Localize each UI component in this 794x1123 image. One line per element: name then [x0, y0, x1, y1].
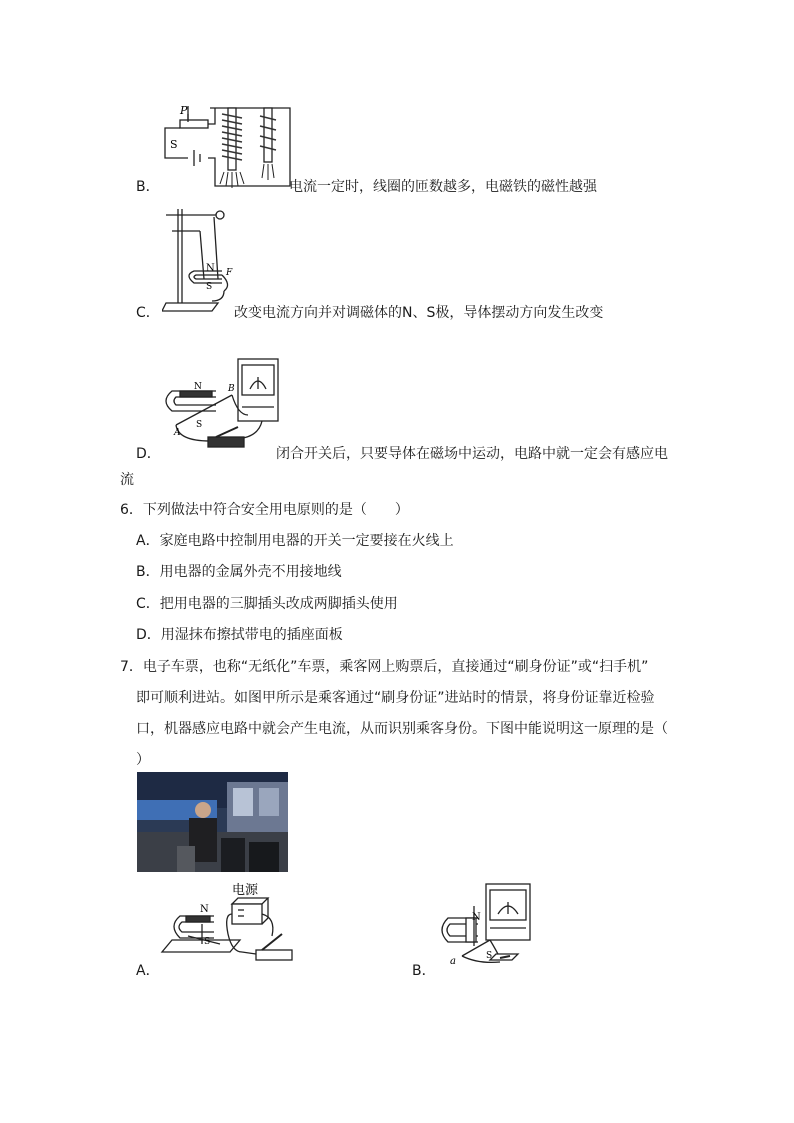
svg-text:电源: 电源	[232, 883, 259, 898]
generator-principle-figure	[434, 880, 534, 972]
q5-option-d-text-line1: 闭合开关后，只要导体在磁场中运动，电路中就一定会有感应电	[276, 446, 668, 462]
q6-option-d: D．用湿抹布擦拭带电的插座面板	[136, 627, 343, 643]
svg-text:N: N	[200, 904, 209, 915]
question-6-stem: 6．下列做法中符合安全用电原则的是（ ）	[120, 502, 409, 518]
svg-text:S: S	[196, 420, 203, 430]
q5-option-c-text: 改变电流方向并对调磁体的N、S极，导体摆动方向发生改变	[234, 305, 604, 321]
motor-principle-figure	[158, 878, 298, 970]
svg-text:B: B	[228, 384, 235, 394]
question-7-stem-line2: 即可顺利进站。如图甲所示是乘客通过“刷身份证”进站时的情景，将身份证靠近检验	[136, 690, 655, 706]
svg-text:S: S	[204, 937, 211, 947]
q5-option-d-letter: D．	[136, 446, 161, 462]
q7-option-b-letter: B．	[412, 963, 436, 979]
svg-text:A: A	[174, 428, 181, 438]
q7-option-a-letter: A．	[136, 963, 160, 979]
svg-text:N: N	[472, 912, 481, 923]
svg-text:N: N	[194, 382, 202, 392]
svg-text:F: F	[226, 268, 233, 278]
question-7-stem-line3: 口，机器感应电路中就会产生电流，从而识别乘客身份。下图中能说明这一原理的是（	[136, 721, 668, 737]
electromagnet-circuit-figure	[160, 100, 295, 192]
q5-option-b-text: 电流一定时，线圈的匝数越多，电磁铁的磁性越强	[289, 179, 597, 195]
q5-option-c-letter: C．	[136, 305, 160, 321]
svg-text:P: P	[180, 104, 188, 117]
question-7-stem-line4: ）	[136, 752, 150, 768]
q6-option-c: C．把用电器的三脚插头改成两脚插头使用	[136, 596, 398, 612]
q6-option-a: A．家庭电路中控制用电器的开关一定要接在火线上	[136, 533, 454, 549]
conductor-swing-figure	[162, 205, 237, 317]
svg-text:S: S	[206, 282, 213, 292]
induction-experiment-figure	[158, 355, 283, 457]
question-7-stem-line1: 7．电子车票，也称“无纸化”车票，乘客网上购票后，直接通过“刷身份证”或“扫手机”	[120, 659, 649, 675]
q5-option-d-text-line2: 流	[120, 472, 134, 488]
svg-text:S: S	[170, 138, 178, 151]
svg-text:a: a	[450, 956, 456, 967]
svg-text:S: S	[486, 951, 493, 961]
svg-text:N: N	[206, 263, 215, 274]
q5-option-b-letter: B．	[136, 179, 160, 195]
station-gate-photo	[137, 772, 288, 872]
q6-option-b: B．用电器的金属外壳不用接地线	[136, 564, 342, 580]
